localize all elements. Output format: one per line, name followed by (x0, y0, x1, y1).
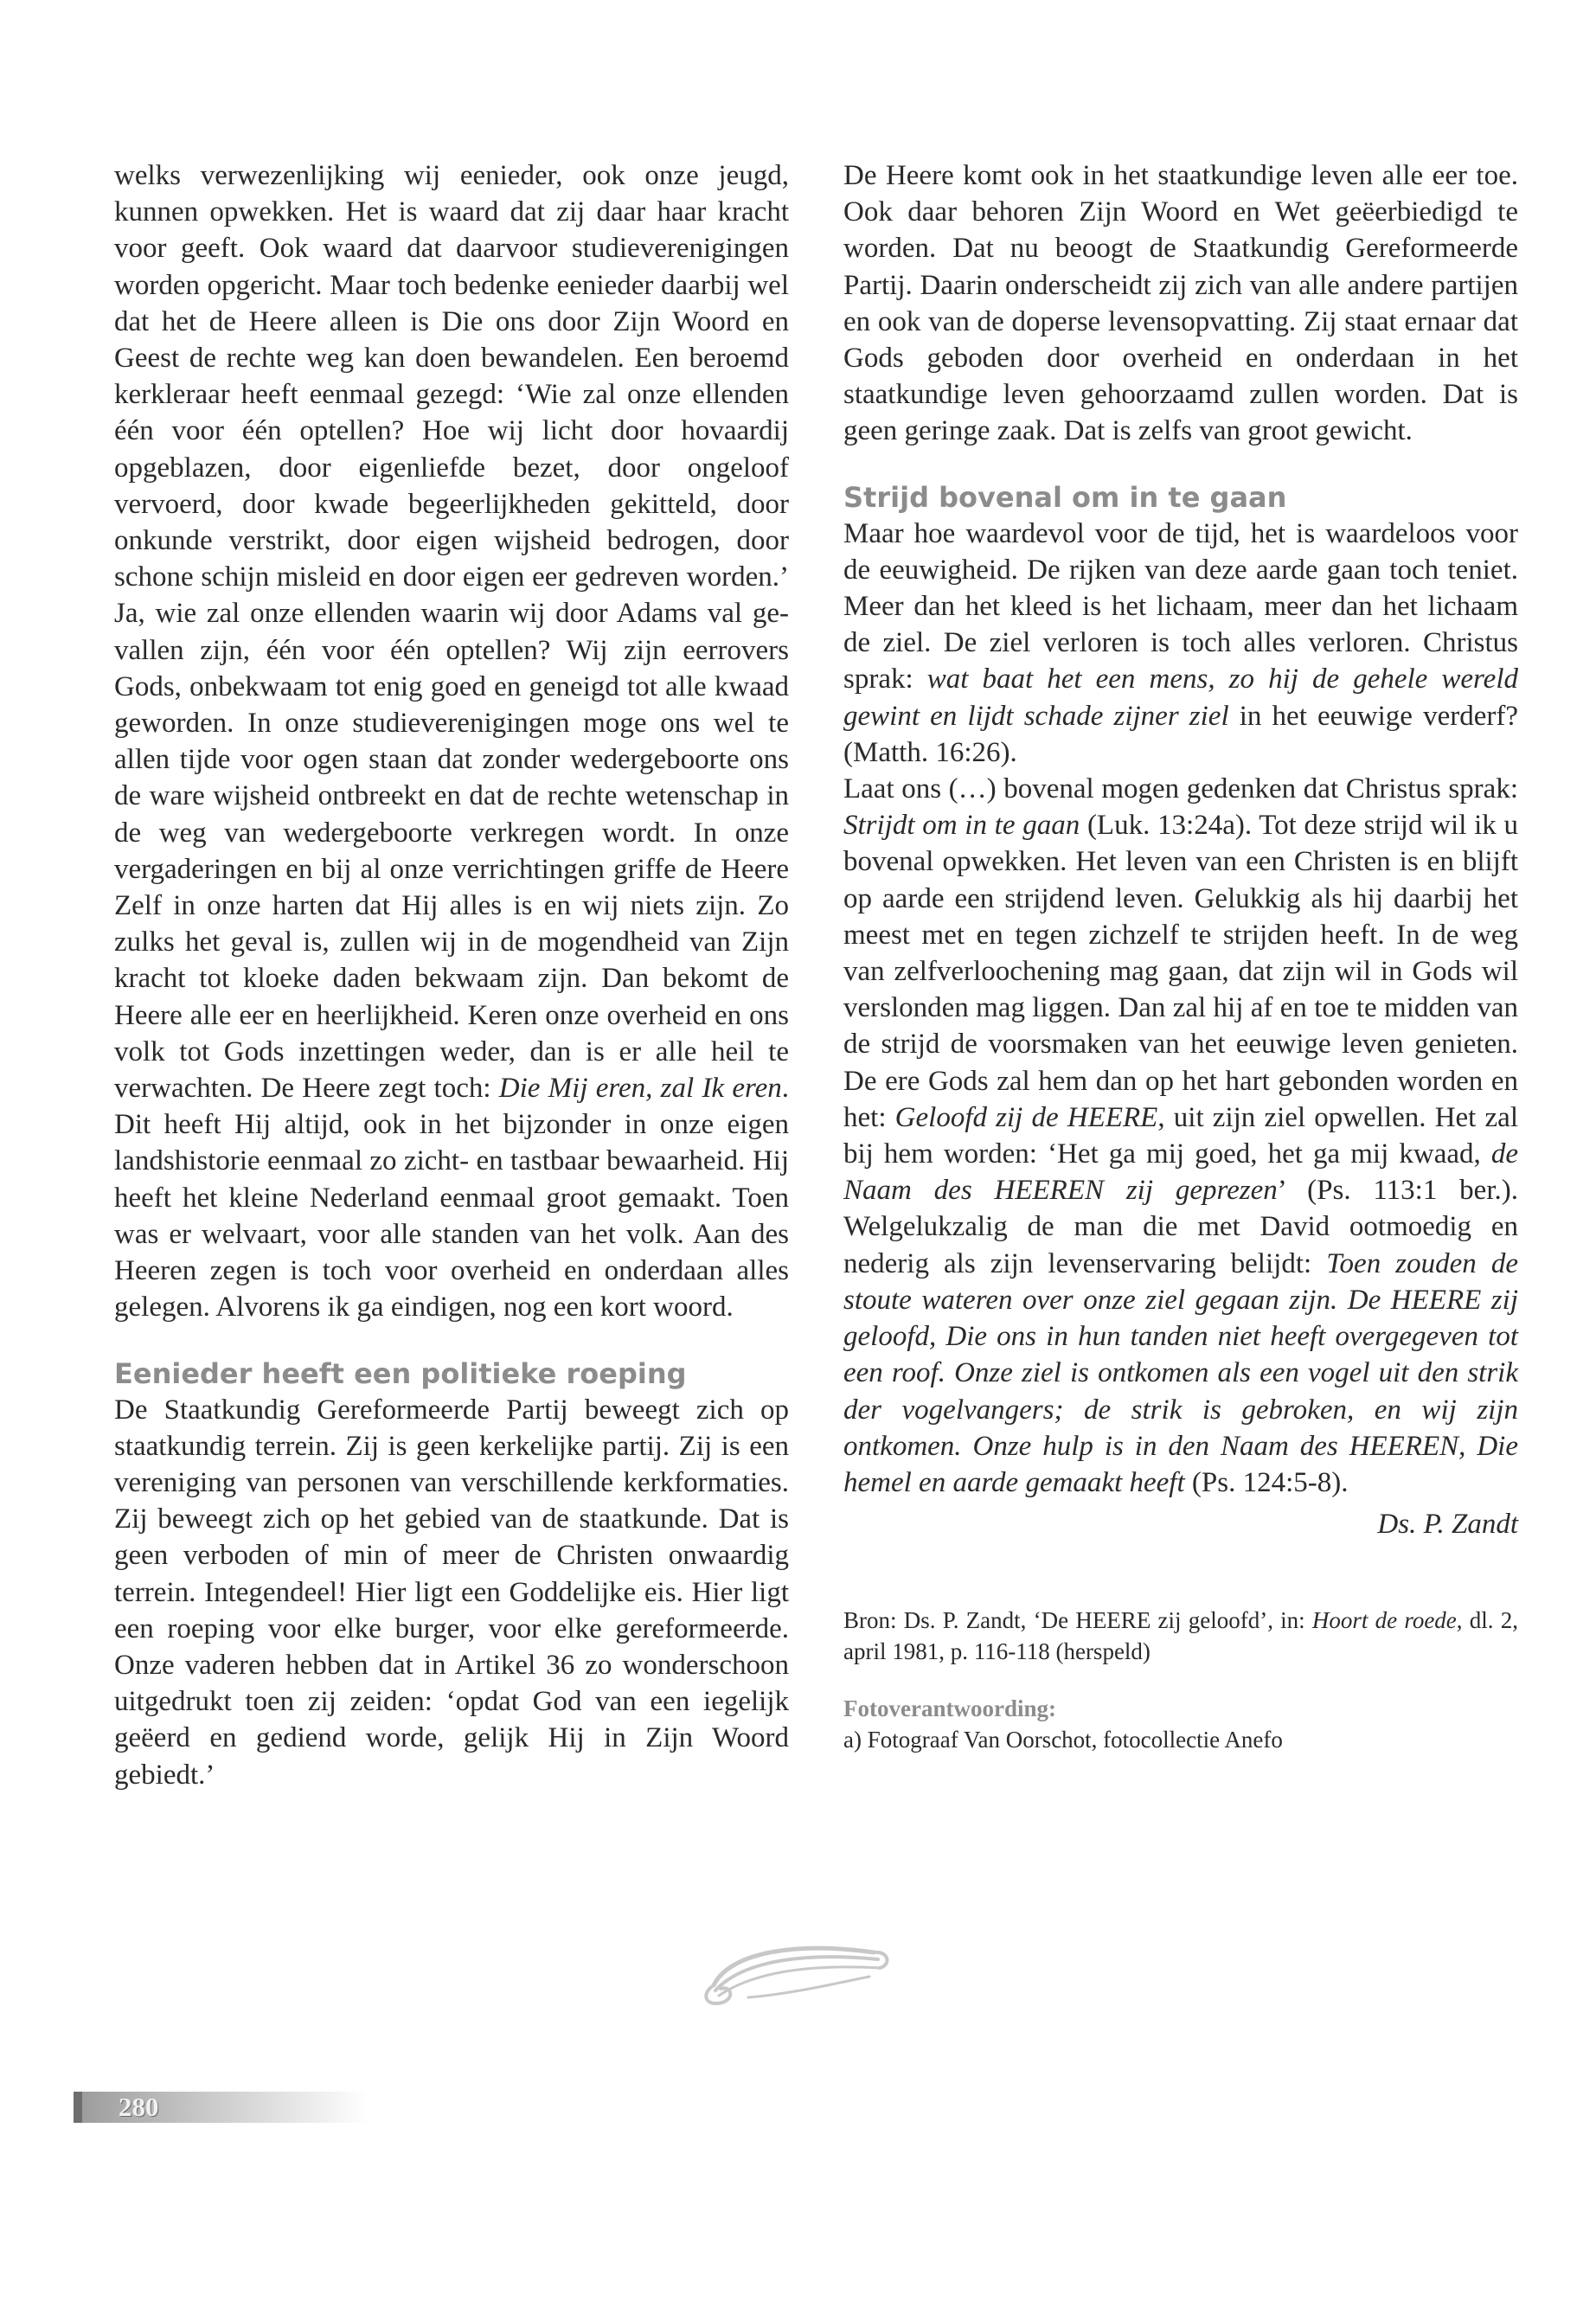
photo-credits-label: Fotoverantwoording: (843, 1695, 1056, 1722)
paragraph: De Staatkundig Gereformeerde Partij beweegt zich op staatkundig terrein. Zij is geen kerkelijke partij. Zij is een vereniging van personen van verschillende kerkformaties. Zij beweegt zich op het gebied van de staatkunde. Dat is geen verboden of min of meer de Christen onwaardig terrein. Integendeel! Hier ligt een Goddelijke eis. Hier ligt een roeping voor elke burger, voor elke gereformeerde. Onze vaderen hebben dat in Artikel 36 zo wonderschoon uitgedrukt toen zij zeiden: ‘opdat God van een iegelijk geëerd en gediend worde, gelijk Hij in Zijn Woord gebiedt.’ (114, 1394, 789, 1791)
page-number: 280 (119, 2092, 159, 2122)
page-bar-edge (74, 2092, 82, 2123)
paragraph: De Heere komt ook in het staatkundige leven alle eer toe. Ook daar behoren Zijn Woord en Wet geëerbiedigd te worden. Dat nu beoogt de Staatkundig Gereformeerde Partij. Daarin onderscheidt zij zich van alle andere partijen en ook van de doperse levensopvatting. Zij staat ernaar dat Gods geboden door overheid en onderdaan in het staatkundige leven gehoorzaamd zullen worden. Dat is geen geringe zaak. Dat is zelfs van groot gewicht. (843, 160, 1518, 447)
text-run: (Luk. 13:24a). Tot deze strijd wil ik u bovenal opwekken. Het leven van een Christen is en blijft op aarde een strijdend leven. Gelukkig als hij daarbij het meest met en tegen zichzelf te strijden heeft. In de weg van zelfverloochening mag gaan, dat zijn wil in Gods wil verslonden mag liggen. Dan zal hij af en toe te midden van de strijd de voorsmaken van het eeuwige leven genieten. De ere Gods zal hem dan op het hart gebonden worden en het: (843, 810, 1518, 1133)
text-run: Maar hoe waardevol voor de tijd, het is waardeloos voor de eeuwigheid. De rijken van deze aarde gaan toch teniet. Meer dan het kleed is het lichaam, meer dan het lichaam de ziel. De ziel verloren is toch alles verloren. Christus sprak: (843, 517, 1518, 695)
scripture-quote: Strijdt om in te gaan (843, 810, 1080, 842)
left-column (114, 157, 789, 1793)
text-run: (Ps. 124:5-8). (1184, 1466, 1349, 1498)
scripture-quote: Die Mij eren, zal Ik eren (498, 1073, 782, 1105)
author-signature: Ds. P. Zandt (1377, 1509, 1518, 1541)
paragraph (114, 157, 789, 1326)
right-column (843, 157, 1518, 1755)
scripture-quote: Toen zouden de stoute wateren over onze ziel gegaan zijn. De HEERE zij geloofd, Die ons in hun tanden niet heeft overgegeven tot een roof. Onze ziel is ontkomen als een vogel uit den strik der vogelvangers; de strik is gebroken, en wij zijn ontkomen. Onze hulp is in den Naam des HEEREN, Die hemel en aarde gemaakt heeft (843, 1247, 1519, 1498)
paragraph (843, 516, 1518, 771)
text-run: , uit zijn ziel opwellen. Het zal bij hem worden: ‘Het ga mij goed, het ga mij kwaad, (843, 1101, 1518, 1170)
section-heading-politieke-roeping: Eenieder heeft een politieke roeping (114, 1356, 687, 1390)
text-run: Bron: Ds. P. Zandt, ‘De HEERE zij geloofd’, in: (843, 1607, 1312, 1634)
text-run: . Dit heeft Hij altijd, ook in het bijzonder in onze eigen landshistorie eenmaal zo zicht- en tastbaar bewaarheid. Hij heeft het kleine Nederland eenmaal groot gemaakt. Toen was er welvaart, voor alle standen van het volk. Aan des Heeren zegen is toch voor overheid en onderdaan alles gelegen. Alvorens ik ga eindigen, nog een kort woord. (114, 1073, 789, 1324)
text-run: Laat ons (…) bovenal mogen gedenken dat Christus sprak: (843, 773, 1518, 805)
text-run: ’ (Ps. 113:1 ber.). Welgelukzalig de man die met David ootmoedig en nederig als zijn levenservaring belijdt: (843, 1175, 1518, 1279)
scripture-quote: de Naam des HEEREN zij geprezen (843, 1138, 1518, 1207)
text-run: in het eeuwige verderf? (Matth. 16:26). (843, 700, 1518, 768)
page-number-bar (74, 2092, 368, 2123)
source-citation (843, 1605, 1518, 1667)
flourish-ornament-icon (696, 1933, 895, 2011)
scripture-quote: wat baat het een mens, zo hij de gehele wereld gewint en lijdt schade zijner ziel (843, 663, 1518, 732)
section-heading-strijd: Strijd bovenal om in te gaan (843, 480, 1287, 514)
photo-credit-item: a) Fotograaf Van Oorschot, fotocollectie Anefo (843, 1727, 1283, 1753)
source-title: Hoort de roede (1311, 1607, 1457, 1634)
paragraph (843, 771, 1518, 1501)
text-run: welks verwezenlijking wij eenieder, ook onze jeugd, kunnen opwekken. Het is waard dat zij daar haar kracht voor geeft. Ook waard dat daarvoor studieverenigingen worden opgericht. Maar toch bedenke eenieder daarbij wel dat het de Heere alleen is Die ons door Zijn Woord en Geest de rechte weg kan doen bewandelen. Een beroemd kerkleraar heeft eenmaal gezegd: ‘Wie zal onze ellenden één voor één optellen? Hoe wij licht door hovaardij opgeblazen, door eigenliefde bezet, door ongeloof vervoerd, door kwade begeerlijkheden gekitteld, door onkunde verstrikt, door eigen wijsheid bedrogen, door schone schijn misleid en door eigen eer gedreven worden.’ Ja, wie zal onze ellenden waarin wij door Adams val gevallen zijn, één voor één optellen? Wij zijn eerrovers Gods, onbekwaam tot enig goed en geneigd tot alle kwaad geworden. In onze studieverenigingen moge ons wel te allen tijde voor ogen staan dat zonder wedergeboorte ons de ware wijsheid ontbreekt en dat de rechte wetenschap in de weg van wedergeboorte verkregen wordt. In onze vergaderingen en bij al onze verrichtingen griffe de Heere Zelf in onze harten dat Hij alles is en wij niets zijn. Zo zulks het geval is, zullen wij in de mogendheid van Zijn kracht tot kloeke daden bekwaam zijn. Dan bekomt de Heere alle eer en heerlijkheid. Keren onze overheid en ons volk tot Gods inzettingen weder, dan is er alle heil te verwachten. De Heere zegt toch: (114, 160, 789, 1105)
text-run: , dl. 2, april 1981, p. 116-118 (herspeld) (843, 1607, 1518, 1665)
scripture-quote: Geloofd zij de HEERE (894, 1101, 1158, 1133)
